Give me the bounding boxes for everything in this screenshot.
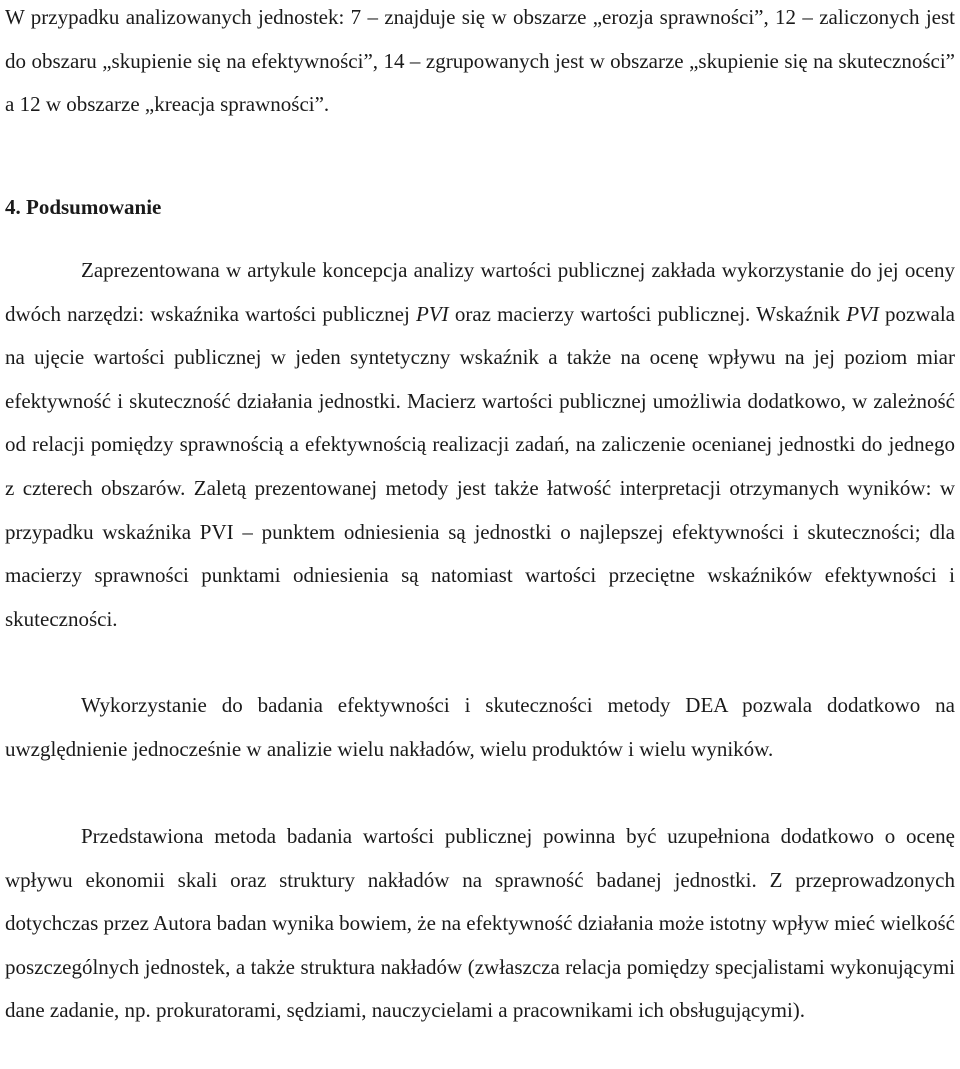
summary-text-2: oraz macierzy wartości publicznej. Wskaźnik [448,301,847,326]
pvi-term: PVI [846,301,879,326]
summary-text-3: pozwala na ujęcie wartości publicznej w jeden syntetyczny wskaźnik a także na ocenę wpływu na jej poziom miar efektywność i skuteczność działania jednostki. Macierz wartości publicznej umożliwia dodatkowo, w zależność od relacji pomiędzy sprawnością a efektywnością realizacji zadań, na zaliczenie ocenianej jednostki do jednego z czterech obszarów. Zaletą prezentowanej metody jest także łatwość interpretacji otrzymanych wyników: w przypadku wskaźnika PVI – punktem odniesienia są jednostki o najlepszej efektywności i skuteczności; dla macierzy sprawności punktami odniesienia są natomiast wartości przeciętne wskaźników efektywności i skuteczności. [5,301,955,631]
closing-paragraph: Przedstawiona metoda badania wartości publicznej powinna być uzupełniona dodatkowo o ocenę wpływu ekonomii skali oraz struktury nakładów na sprawność badanej jednostki. Z przeprowadzonych dotychczas przez Autora badan wynika bowiem, że na efektywność działania może istotny wpływ mieć wielkość poszczególnych jednostek, a także struktura nakładów (zwłaszcza relacja pomiędzy specjalistami wykonującymi dane zadanie, np. prokuratorami, sędziami, nauczycielami a pracownikami ich obsługującymi). [5,824,955,1023]
pvi-term: PVI [416,301,449,326]
section-heading: 4. Podsumowanie [5,195,162,219]
summary-text-1: Zaprezentowana w artykule koncepcja analizy wartości publicznej zakłada wykorzystanie do jej oceny dwóch narzędzi: wskaźnika wartości publicznej [5,258,955,326]
intro-paragraph: W przypadku analizowanych jednostek: 7 – znajduje się w obszarze „erozja sprawności”, 12 – zaliczonych jest do obszaru „skupienie się na efektywności”, 14 – zgrupowanych jest w obszarze „skupienie się na skuteczności” a 12 w obszarze „kreacja sprawności”. [5,5,955,117]
dea-paragraph: Wykorzystanie do badania efektywności i skuteczności metody DEA pozwala dodatkowo na uwzględnienie jednocześnie w analizie wielu nakładów, wielu produktów i wielu wyników. [5,693,955,761]
summary-paragraph [5,249,955,641]
